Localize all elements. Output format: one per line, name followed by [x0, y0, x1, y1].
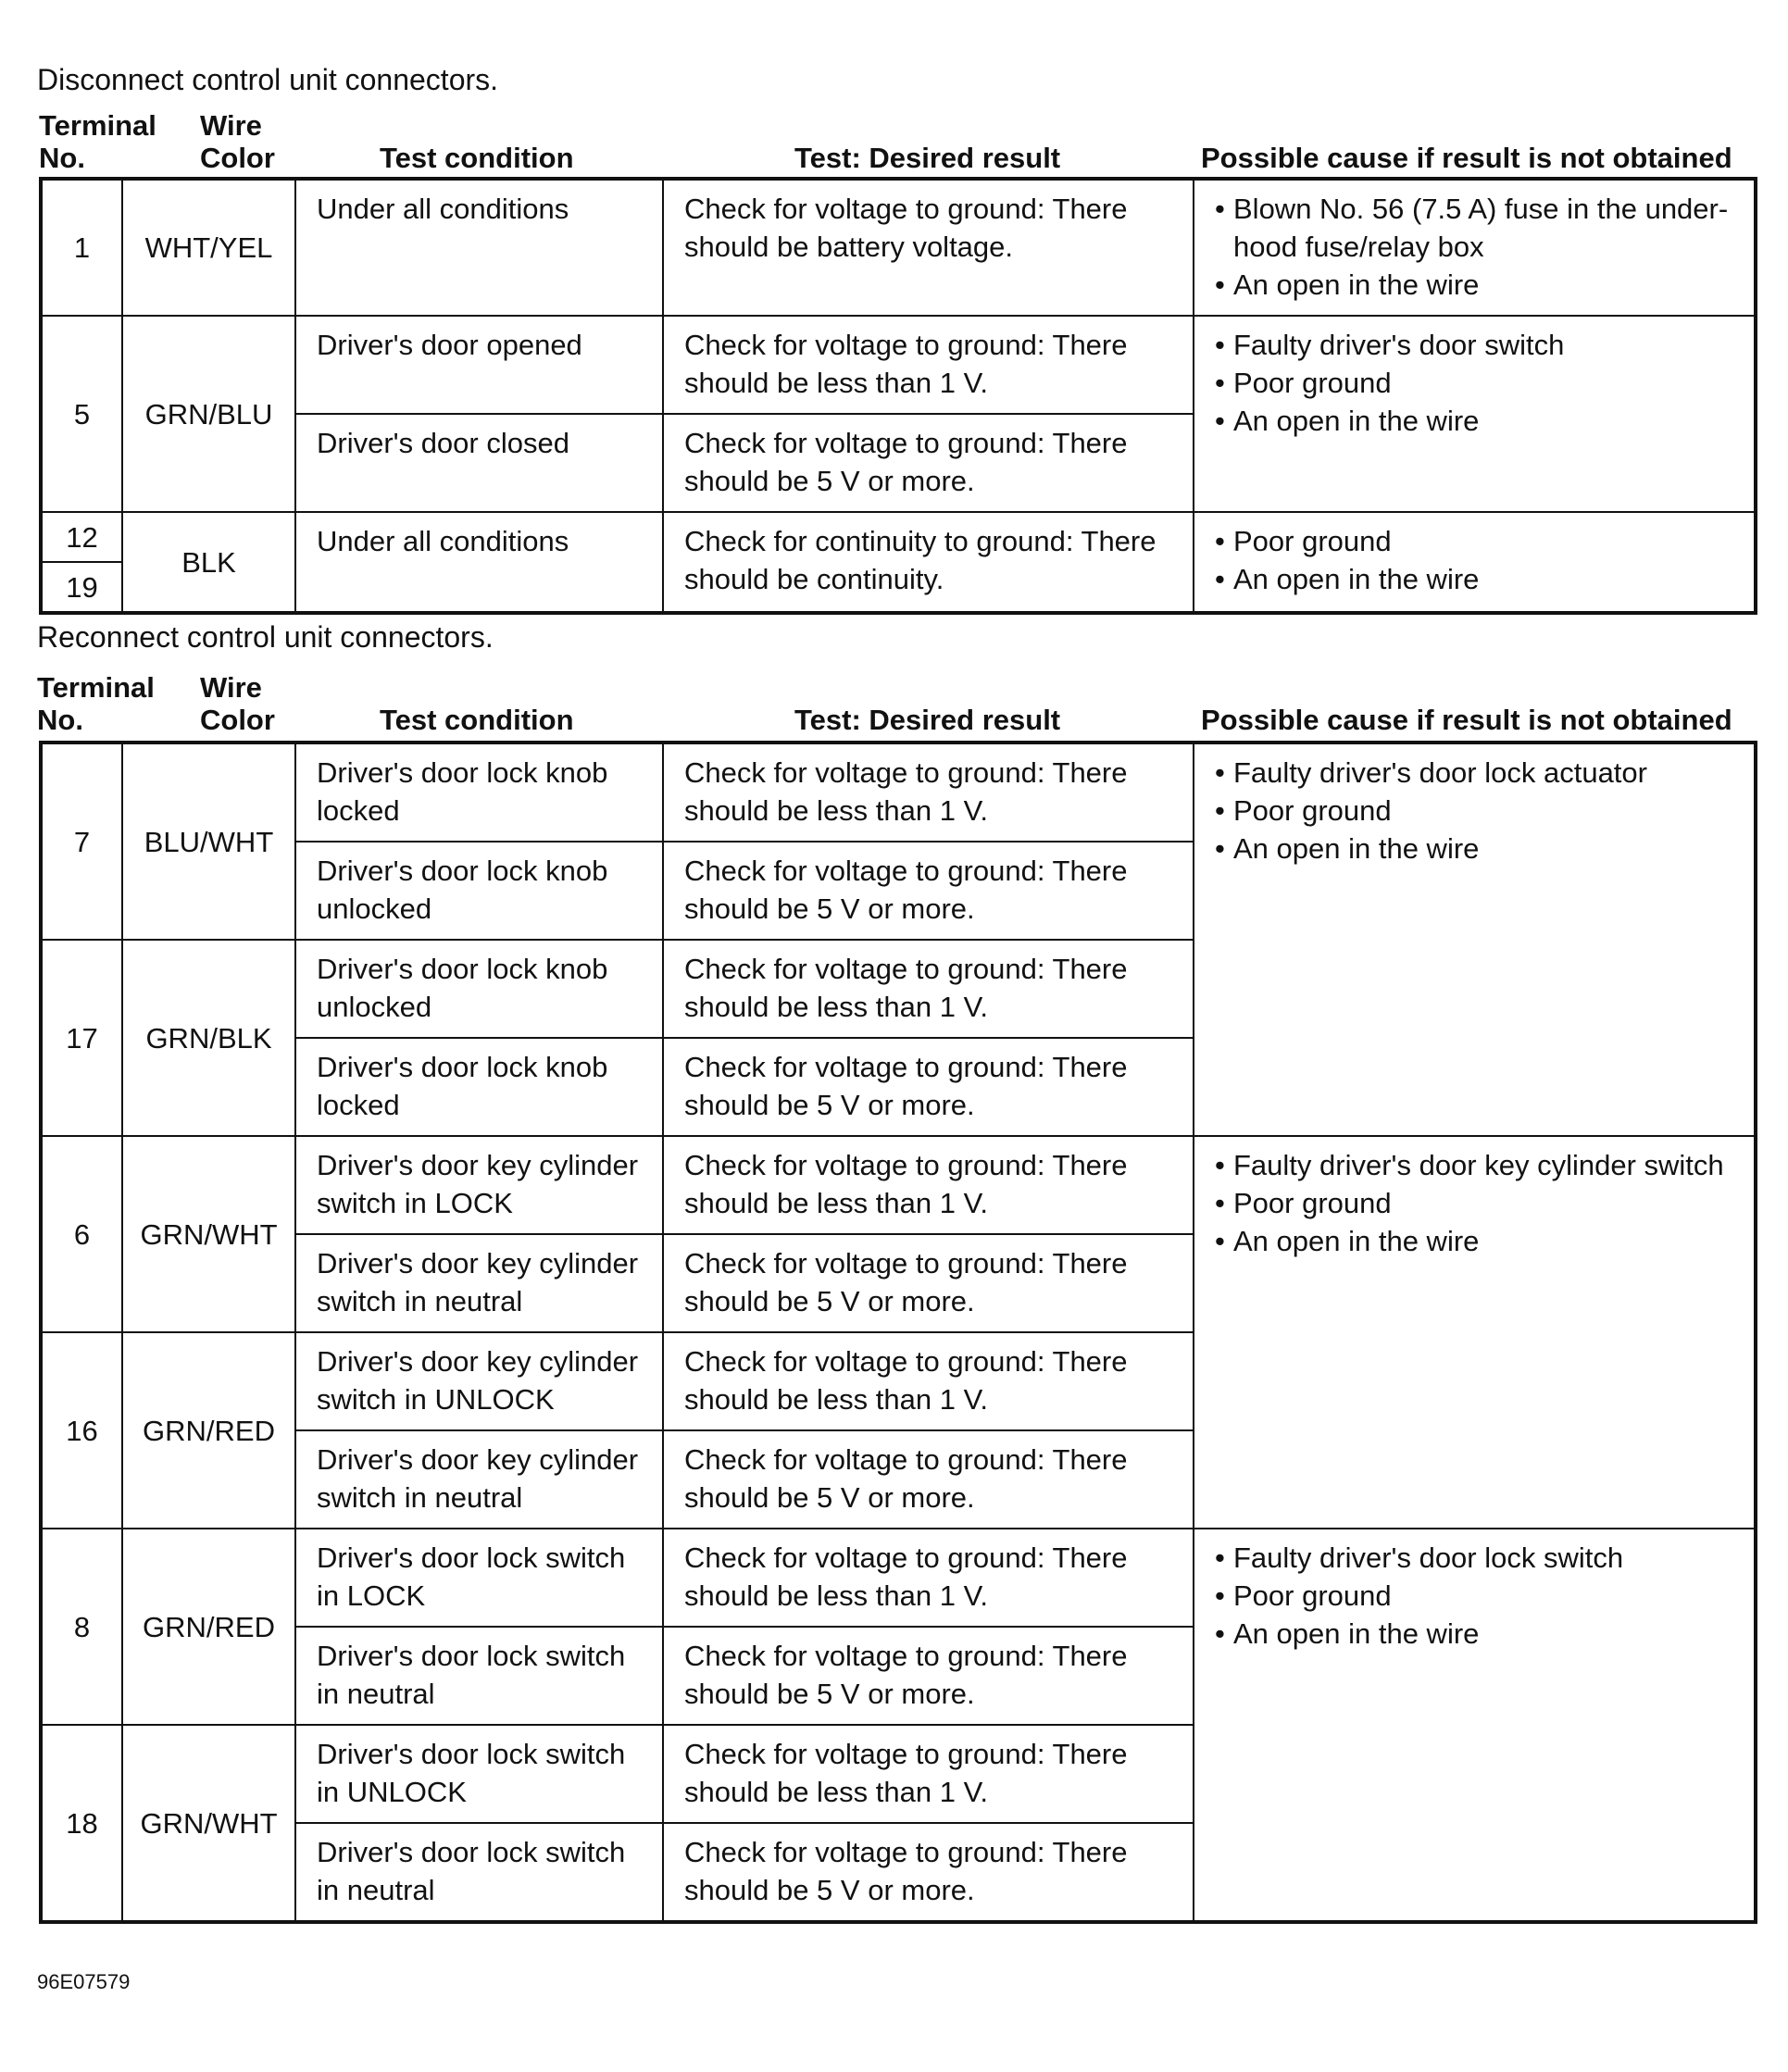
- test-condition: Driver's door lock knob unlocked: [295, 842, 663, 940]
- header-desired-result: Test: Desired result: [794, 142, 1061, 174]
- terminal-number: 8: [41, 1529, 122, 1725]
- wire-color: BLU/WHT: [122, 743, 295, 940]
- test-condition: Driver's door key cylinder switch in UNLOCK: [295, 1332, 663, 1430]
- terminal-number: 19: [41, 562, 122, 613]
- header-possible-cause: Possible cause if result is not obtained: [1201, 704, 1732, 736]
- desired-result: Check for voltage to ground: There should be 5 V or more.: [663, 1627, 1194, 1725]
- possible-cause: • Faulty driver's door lock actuator • Poor ground • An open in the wire: [1194, 743, 1756, 1136]
- table-row: [41, 1136, 1756, 1234]
- terminal-number: 12: [41, 512, 122, 562]
- test-condition: Driver's door lock switch in neutral: [295, 1823, 663, 1922]
- header-test-condition: Test condition: [380, 704, 574, 736]
- section1-title: Disconnect control unit connectors.: [37, 63, 499, 96]
- desired-result: Check for voltage to ground: There should be less than 1 V.: [663, 316, 1194, 414]
- possible-cause: • Faulty driver's door key cylinder switch • Poor ground • An open in the wire: [1194, 1136, 1756, 1529]
- header-wire-color: Wire Color: [200, 109, 275, 174]
- terminal-number: 17: [41, 940, 122, 1136]
- wire-color: GRN/RED: [122, 1529, 295, 1725]
- possible-cause: • Blown No. 56 (7.5 A) fuse in the under-hood fuse/relay box • An open in the wire: [1194, 179, 1756, 316]
- test-condition: Driver's door closed: [295, 414, 663, 512]
- wire-color: WHT/YEL: [122, 179, 295, 316]
- terminal-number: 6: [41, 1136, 122, 1332]
- section2-title: Reconnect control unit connectors.: [37, 620, 494, 654]
- possible-cause: • Faulty driver's door lock switch • Poor ground • An open in the wire: [1194, 1529, 1756, 1922]
- desired-result: Check for voltage to ground: There should be 5 V or more.: [663, 1234, 1194, 1332]
- possible-cause: • Poor ground • An open in the wire: [1194, 512, 1756, 613]
- terminal-number: 5: [41, 316, 122, 512]
- test-condition: Driver's door lock switch in neutral: [295, 1627, 663, 1725]
- table-row: [41, 512, 1756, 562]
- possible-cause: • Faulty driver's door switch • Poor ground • An open in the wire: [1194, 316, 1756, 512]
- desired-result: Check for voltage to ground: There should be 5 V or more.: [663, 1430, 1194, 1529]
- test-condition: Driver's door opened: [295, 316, 663, 414]
- test-condition: Driver's door lock switch in UNLOCK: [295, 1725, 663, 1823]
- header-terminal: Terminal No.: [39, 109, 156, 174]
- header-possible-cause: Possible cause if result is not obtained: [1201, 142, 1732, 174]
- wire-color: GRN/BLU: [122, 316, 295, 512]
- desired-result: Check for voltage to ground: There should be 5 V or more.: [663, 842, 1194, 940]
- desired-result: Check for continuity to ground: There should be continuity.: [663, 512, 1194, 613]
- desired-result: Check for voltage to ground: There should be less than 1 V.: [663, 1529, 1194, 1627]
- table-row: [41, 316, 1756, 414]
- terminal-number: 1: [41, 179, 122, 316]
- terminal-number: 16: [41, 1332, 122, 1529]
- desired-result: Check for voltage to ground: There should be less than 1 V.: [663, 1332, 1194, 1430]
- table-row: [41, 1529, 1756, 1627]
- test-condition: Driver's door lock knob locked: [295, 743, 663, 842]
- wire-color: GRN/WHT: [122, 1725, 295, 1922]
- figure-id: 96E07579: [37, 1970, 131, 1993]
- desired-result: Check for voltage to ground: There should be less than 1 V.: [663, 940, 1194, 1038]
- test-condition: Driver's door key cylinder switch in LOCK: [295, 1136, 663, 1234]
- header-terminal: Terminal No.: [37, 671, 155, 736]
- test-condition: Driver's door lock knob locked: [295, 1038, 663, 1136]
- header-desired-result: Test: Desired result: [794, 704, 1061, 736]
- wire-color: GRN/RED: [122, 1332, 295, 1529]
- header-test-condition: Test condition: [380, 142, 574, 174]
- wire-color: BLK: [122, 512, 295, 613]
- terminal-number: 7: [41, 743, 122, 940]
- desired-result: Check for voltage to ground: There should be 5 V or more.: [663, 414, 1194, 512]
- test-condition: Driver's door key cylinder switch in neutral: [295, 1430, 663, 1529]
- desired-result: Check for voltage to ground: There should be 5 V or more.: [663, 1823, 1194, 1922]
- desired-result: Check for voltage to ground: There should be battery voltage.: [663, 179, 1194, 316]
- desired-result: Check for voltage to ground: There should be less than 1 V.: [663, 743, 1194, 842]
- test-condition: Under all conditions: [295, 512, 663, 613]
- table-row: [41, 743, 1756, 842]
- disconnect-test-table: [39, 177, 1757, 615]
- test-condition: Driver's door key cylinder switch in neutral: [295, 1234, 663, 1332]
- header-wire-color: Wire Color: [200, 671, 275, 736]
- table-row: [41, 179, 1756, 316]
- test-condition: Driver's door lock knob unlocked: [295, 940, 663, 1038]
- wire-color: GRN/WHT: [122, 1136, 295, 1332]
- test-condition: Driver's door lock switch in LOCK: [295, 1529, 663, 1627]
- desired-result: Check for voltage to ground: There should be less than 1 V.: [663, 1725, 1194, 1823]
- terminal-number: 18: [41, 1725, 122, 1922]
- test-condition: Under all conditions: [295, 179, 663, 316]
- desired-result: Check for voltage to ground: There should be less than 1 V.: [663, 1136, 1194, 1234]
- wire-color: GRN/BLK: [122, 940, 295, 1136]
- desired-result: Check for voltage to ground: There should be 5 V or more.: [663, 1038, 1194, 1136]
- reconnect-test-table: [39, 741, 1757, 1924]
